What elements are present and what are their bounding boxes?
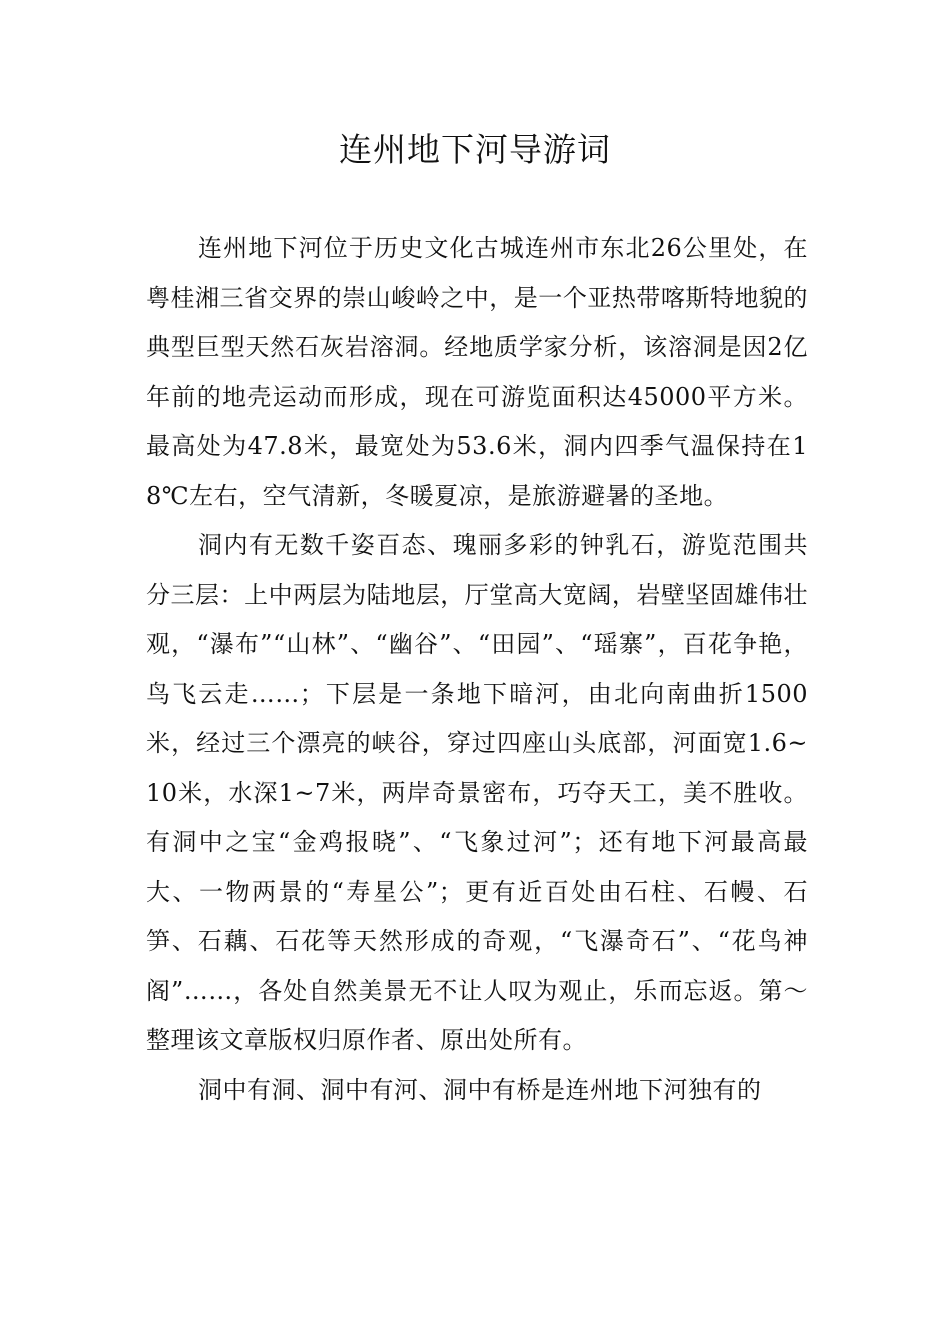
paragraph-1: 连州地下河位于历史文化古城连州市东北26公里处，在粤桂湘三省交界的崇山峻岭之中，是一个亚热带喀斯特地貌的典型巨型天然石灰岩溶洞。经地质学家分析，该溶洞是因2亿年前的地壳运动而形成，现在可游览面积达45000平方米。最高处为47.8米，最宽处为53.6米，洞内四季气温保持在18℃左右，空气清新，冬暖夏凉，是旅游避暑的圣地。 — [146, 234, 808, 510]
document-body — [146, 224, 808, 1115]
paragraph-2: 洞内有无数千姿百态、瑰丽多彩的钟乳石，游览范围共分三层：上中两层为陆地层，厅堂高大宽阔，岩壁坚固雄伟壮观，“瀑布”“山林”、“幽谷”、“田园”、“瑶寨”，百花争艳，鸟飞云走……；下层是一条地下暗河，由北向南曲折1500米，经过三个漂亮的峡谷，穿过四座山头底部，河面宽1.6~10米，水深1~7米，两岸奇景密布，巧夺天工，美不胜收。有洞中之宝“金鸡报晓”、“飞象过河”；还有地下河最高最大、一物两景的“寿星公”；更有近百处由石柱、石幔、石笋、石藕、石花等天然形成的奇观，“飞瀑奇石”、“花鸟神阁”……，各处自然美景无不让人叹为观止，乐而忘返。第～整理该文章版权归原作者、原出处所有。 — [146, 531, 808, 1054]
document-title: 连州地下河导游词 — [339, 130, 611, 169]
paragraph-3: 洞中有洞、洞中有河、洞中有桥是连州地下河独有的 — [198, 1075, 762, 1104]
